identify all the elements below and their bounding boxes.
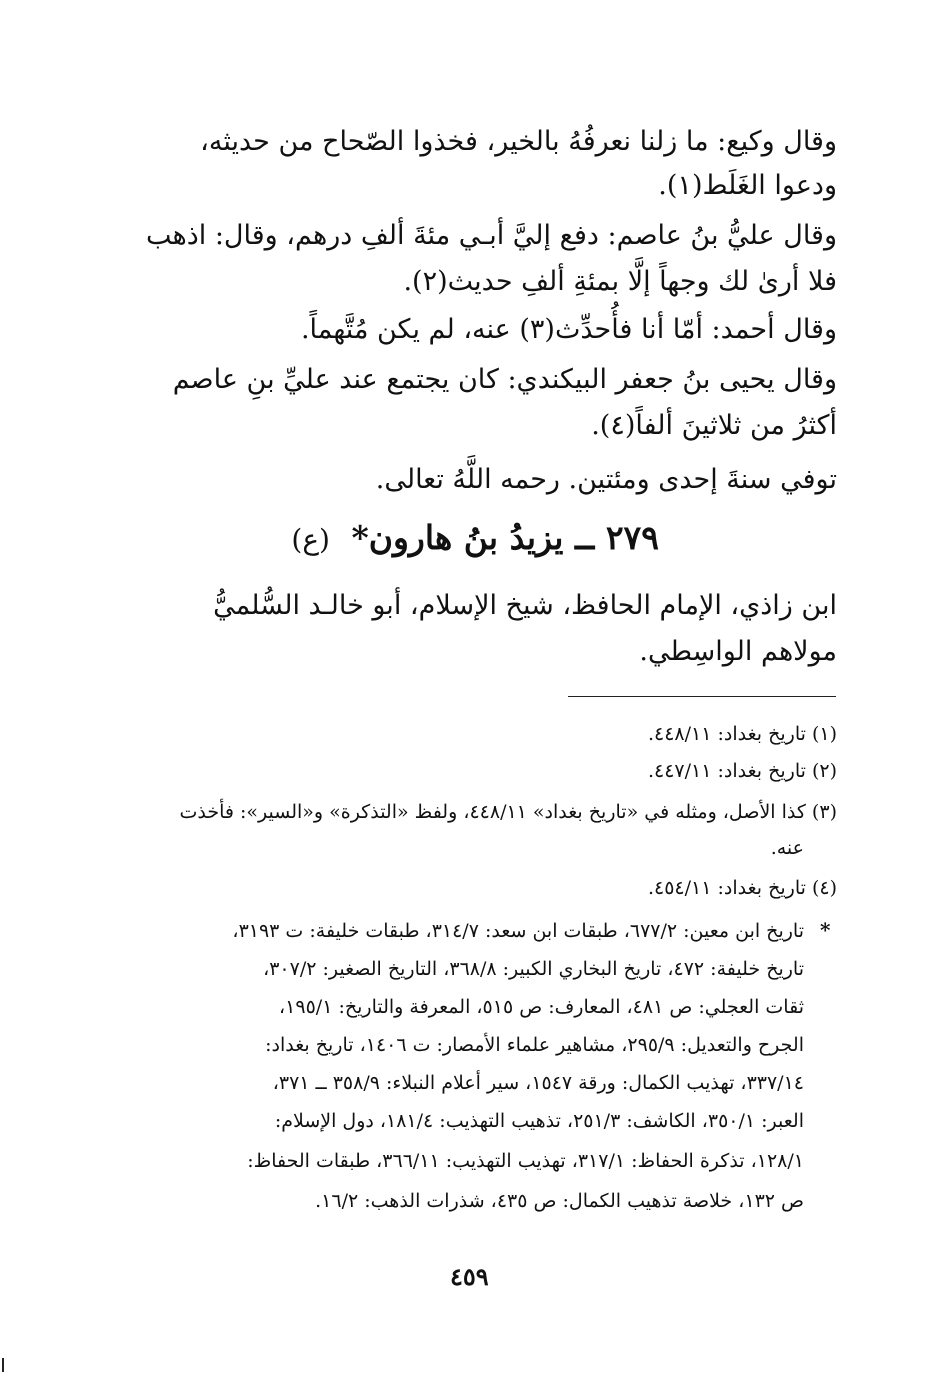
body-line-3: وقال عليُّ بنُ عاصم: دفع إليَّ أبـي مئةَ ألفِ درهم، وقال: اذهب [145,220,837,251]
body-line-6: وقال يحيى بنُ جعفر البيكندي: كان يجتمع عند عليِّ بنِ عاصم [172,364,837,395]
sources-line-5: ٣٣٧/١٤، تهذيب الكمال: ورقة ١٥٤٧، سير أعلام النبلاء: ٣٥٨/٩ ــ ٣٧١، [272,1072,804,1094]
body-line-5: وقال أحمد: أمّا أنا فأُحدِّث(٣) عنه، لم يكن مُتَّهماً. [300,314,837,345]
sources-line-2: تاريخ خليفة: ٤٧٢، تاريخ البخاري الكبير: ٣٦٨/٨، التاريخ الصغير: ٣٠٧/٢، [263,958,804,980]
sources-line-1: تاريخ ابن معين: ٦٧٧/٢، طبقات ابن سعد: ٣١٤/٧، طبقات خليفة: ت ٣١٩٣، [232,920,804,942]
body-line-2: ودعوا الغَلَط(١). [658,170,837,201]
body-line-4: فلا أرىٰ لك وجهاً إلَّا بمئةِ ألفِ حديث(٢). [403,266,837,297]
sources-line-6: العبر: ٣٥٠/١، الكاشف: ٢٥١/٣، تذهيب التهذيب: ١٨١/٤، دول الإسلام: [274,1110,804,1132]
entry-line-1: ابن زاذي، الإمام الحافظ، شيخ الإسلام، أبو خالـد السُّلميُّ [213,590,837,621]
footnote-separator [568,696,836,697]
entry-heading [291,518,659,557]
body-line-1: وقال وكيع: ما زلنا نعرفُهُ بالخير، فخذوا الصّحاح من حديثه، [200,126,837,157]
body-line-7: أكثرُ من ثلاثينَ ألفاً(٤). [591,410,837,441]
entry-heading-code: (ع) [291,523,330,556]
scan-edge-mark [2,1358,4,1372]
body-line-8: توفي سنةَ إحدى ومئتين. رحمه اللَّهُ تعالى. [375,464,837,495]
footnote-3-cont: عنه. [770,837,804,859]
sources-line-7: ١٢٨/١، تذكرة الحفاظ: ٣١٧/١، تهذيب التهذيب: ٣٦٦/١١، طبقات الحفاظ: [247,1150,804,1172]
footnote-2: (٢) تاريخ بغداد: ٤٤٧/١١. [647,760,837,782]
entry-line-2: مولاهم الواسِطي. [639,636,837,667]
sources-line-4: الجرح والتعديل: ٢٩٥/٩، مشاهير علماء الأمصار: ت ١٤٠٦، تاريخ بغداد: [265,1034,804,1056]
footnote-4: (٤) تاريخ بغداد: ٤٥٤/١١. [647,877,837,899]
sources-line-8: ص ١٣٢، خلاصة تذهيب الكمال: ص ٤٣٥، شذرات الذهب: ١٦/٢. [315,1190,804,1212]
entry-heading-title: ٢٧٩ ــ يزيدُ بنُ هارون* [351,518,659,557]
page-number: ٤٥٩ [450,1262,489,1291]
footnote-3: (٣) كذا الأصل، ومثله في «تاريخ بغداد» ٤٤٨/١١، ولفظ «التذكرة» و«السير»: فأخذت [179,801,837,823]
sources-line-3: ثقات العجلي: ص ٤٨١، المعارف: ص ٥١٥، المعرفة والتاريخ: ١٩٥/١، [279,996,804,1018]
footnote-1: (١) تاريخ بغداد: ٤٤٨/١١. [647,723,837,745]
sources-star-marker: * [820,918,831,942]
